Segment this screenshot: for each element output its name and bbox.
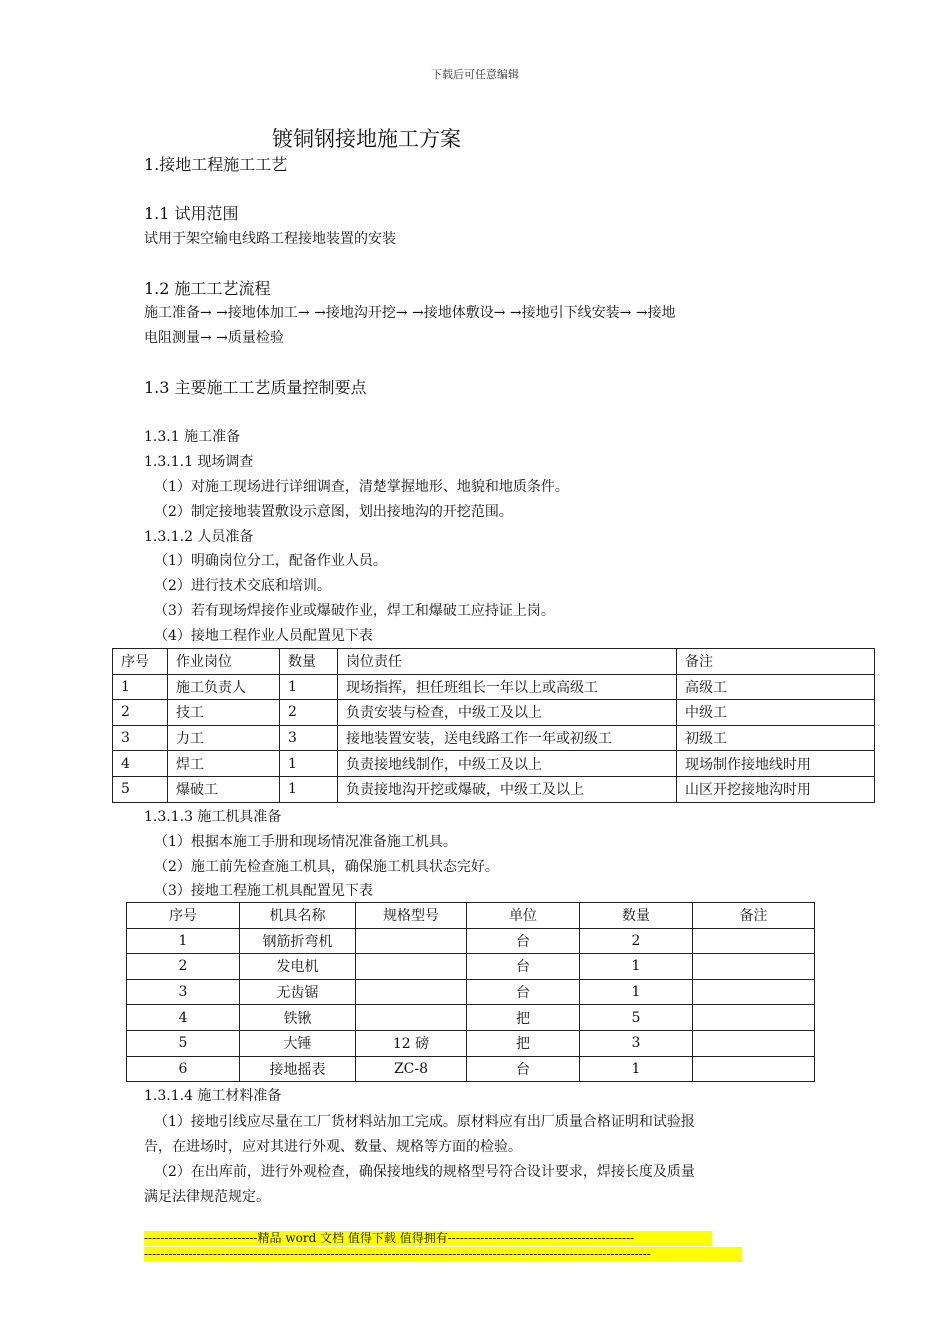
table-cell: 4 <box>127 1005 240 1031</box>
list-item: （3）接地工程施工机具配置见下表 <box>154 883 373 899</box>
table-cell: 台 <box>467 979 580 1005</box>
table-cell: 现场制作接地线时用 <box>677 751 875 777</box>
table-cell: 5 <box>127 1030 240 1056</box>
table-cell: 1 <box>113 674 168 700</box>
table-cell: 2 <box>127 954 240 980</box>
section-1-1-text: 试用于架空输电线路工程接地装置的安装 <box>144 231 396 247</box>
table-cell: 钢筋折弯机 <box>240 928 356 954</box>
table-cell: 1 <box>280 776 338 802</box>
table-header-cell: 机具名称 <box>240 903 356 929</box>
list-item: （3）若有现场焊接作业或爆破作业，焊工和爆破工应持证上岗。 <box>154 603 555 619</box>
table-cell: 6 <box>127 1056 240 1082</box>
table-row <box>113 700 875 726</box>
table-header-cell: 作业岗位 <box>168 649 280 675</box>
table-cell: 3 <box>113 725 168 751</box>
section-1-3-heading: 1.3 主要施工工艺质量控制要点 <box>144 378 367 397</box>
table-cell: 3 <box>127 979 240 1005</box>
table-header-cell: 数量 <box>280 649 338 675</box>
table-header-cell: 规格型号 <box>356 903 467 929</box>
table-row <box>113 776 875 802</box>
table-cell: 接地摇表 <box>240 1056 356 1082</box>
table-cell: 现场指挥，担任班组长一年以上或高级工 <box>338 674 677 700</box>
section-1-3-1-3-heading: 1.3.1.3 施工机具准备 <box>144 809 282 825</box>
table-cell <box>693 928 815 954</box>
process-flow-line-1: 施工准备→ →接地体加工→ →接地沟开挖→ →接地体敷设→ →接地引下线安装→ →接地 <box>144 305 676 321</box>
table-header-row <box>113 649 875 675</box>
section-1-3-1-2-heading: 1.3.1.2 人员准备 <box>144 529 254 545</box>
table-cell: 5 <box>580 1005 693 1031</box>
table-row <box>127 1056 815 1082</box>
table-cell: 3 <box>580 1030 693 1056</box>
section-1-3-1-4-heading: 1.3.1.4 施工材料准备 <box>144 1088 282 1104</box>
table-cell: 12 磅 <box>356 1030 467 1056</box>
table-cell: 3 <box>280 725 338 751</box>
table-cell: 发电机 <box>240 954 356 980</box>
equipment-table <box>126 902 815 1082</box>
table-header-cell: 备注 <box>693 903 815 929</box>
table-header-cell: 数量 <box>580 903 693 929</box>
table-cell <box>356 979 467 1005</box>
section-1-3-1-1-heading: 1.3.1.1 现场调查 <box>144 454 254 470</box>
table-cell: 高级工 <box>677 674 875 700</box>
table-cell <box>356 928 467 954</box>
table-row <box>113 725 875 751</box>
table-cell: 焊工 <box>168 751 280 777</box>
table-cell: 1 <box>580 1056 693 1082</box>
table-row <box>127 928 815 954</box>
list-item: （4）接地工程作业人员配置见下表 <box>154 628 373 644</box>
table-cell <box>693 979 815 1005</box>
table-header-cell: 单位 <box>467 903 580 929</box>
table-cell <box>693 1030 815 1056</box>
table-cell: 初级工 <box>677 725 875 751</box>
table-row <box>127 1030 815 1056</box>
table-cell: 把 <box>467 1005 580 1031</box>
table-cell: 力工 <box>168 725 280 751</box>
table-cell: 1 <box>280 674 338 700</box>
table-cell: 铁锹 <box>240 1005 356 1031</box>
table-cell: 山区开挖接地沟时用 <box>677 776 875 802</box>
paragraph-line: （1）接地引线应尽量在工厂货材料站加工完成。原材料应有出厂质量合格证明和试验报 <box>154 1114 695 1130</box>
table-cell: 把 <box>467 1030 580 1056</box>
section-1-heading: 1.接地工程施工工艺 <box>144 155 288 174</box>
table-cell: 中级工 <box>677 700 875 726</box>
table-header-row <box>127 903 815 929</box>
table-cell: 无齿锯 <box>240 979 356 1005</box>
table-cell: 4 <box>113 751 168 777</box>
table-cell: 台 <box>467 1056 580 1082</box>
table-cell: 1 <box>580 979 693 1005</box>
table-cell: 2 <box>113 700 168 726</box>
table-cell: 负责接地线制作，中级工及以上 <box>338 751 677 777</box>
table-cell: ZC-8 <box>356 1056 467 1082</box>
table-header-cell: 岗位责任 <box>338 649 677 675</box>
section-1-3-1-heading: 1.3.1 施工准备 <box>144 429 241 445</box>
process-flow-line-2: 电阻测量→ →质量检验 <box>144 330 284 346</box>
page-header-note: 下载后可任意编辑 <box>431 68 519 81</box>
table-row <box>113 674 875 700</box>
document-title: 镀铜钢接地施工方案 <box>272 127 461 151</box>
table-cell: 2 <box>280 700 338 726</box>
table-header-cell: 序号 <box>127 903 240 929</box>
list-item: （1）根据本施工手册和现场情况准备施工机具。 <box>154 834 457 850</box>
paragraph-line: 满足法律规范规定。 <box>144 1189 270 1205</box>
table-cell: 1 <box>580 954 693 980</box>
paragraph-line: （2）在出库前，进行外观检查，确保接地线的规格型号符合设计要求，焊接长度及质量 <box>154 1164 695 1180</box>
table-cell: 爆破工 <box>168 776 280 802</box>
table-cell <box>693 1005 815 1031</box>
table-cell <box>356 954 467 980</box>
list-item: （1）明确岗位分工，配备作业人员。 <box>154 553 387 569</box>
list-item: （2）进行技术交底和培训。 <box>154 578 331 594</box>
table-cell: 台 <box>467 954 580 980</box>
table-header-cell: 序号 <box>113 649 168 675</box>
table-cell: 大锤 <box>240 1030 356 1056</box>
table-row <box>127 1005 815 1031</box>
table-cell <box>693 954 815 980</box>
paragraph-line: 告，在进场时，应对其进行外观、数量、规格等方面的检验。 <box>144 1139 522 1155</box>
list-item: （1）对施工现场进行详细调查，清楚掌握地形、地貌和地质条件。 <box>154 479 569 495</box>
table-cell: 1 <box>127 928 240 954</box>
table-cell <box>693 1056 815 1082</box>
table-header-cell: 备注 <box>677 649 875 675</box>
table-cell: 接地装置安装，送电线路工作一年或初级工 <box>338 725 677 751</box>
list-item: （2）施工前先检查施工机具，确保施工机具状态完好。 <box>154 859 499 875</box>
table-cell: 5 <box>113 776 168 802</box>
footer-banner-line-2: ----------------------------------------------------------------------------------------------------------------------------- <box>144 1247 742 1262</box>
table-cell: 施工负责人 <box>168 674 280 700</box>
table-cell: 负责接地沟开挖或爆破，中级工及以上 <box>338 776 677 802</box>
table-cell <box>356 1005 467 1031</box>
section-1-2-heading: 1.2 施工工艺流程 <box>144 279 271 298</box>
table-cell: 台 <box>467 928 580 954</box>
table-cell: 2 <box>580 928 693 954</box>
table-row <box>113 751 875 777</box>
table-cell: 负责安装与检查，中级工及以上 <box>338 700 677 726</box>
personnel-table <box>112 648 875 803</box>
table-cell: 技工 <box>168 700 280 726</box>
table-row <box>127 979 815 1005</box>
footer-banner-line-1: ----------------------------精品 word 文档 值得下载 值得拥有---------------------------------------------- <box>144 1231 712 1246</box>
section-1-1-heading: 1.1 试用范围 <box>144 204 239 223</box>
table-row <box>127 954 815 980</box>
list-item: （2）制定接地装置敷设示意图，划出接地沟的开挖范围。 <box>154 504 513 520</box>
table-cell: 1 <box>280 751 338 777</box>
